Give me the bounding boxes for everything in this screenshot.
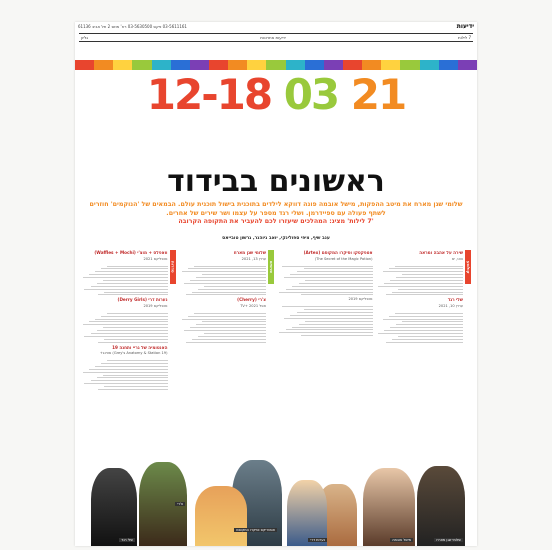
photo-caption: שלומי שגן מארח bbox=[436, 538, 461, 542]
photo-portrait bbox=[363, 468, 415, 546]
item-body: נטפליקס 2019 bbox=[348, 297, 373, 302]
top-info-line bbox=[75, 22, 477, 31]
date-year: 21 bbox=[350, 70, 406, 119]
item-body: ערוץ 13, 2021 bbox=[241, 256, 266, 261]
section-tab: קולנוע bbox=[465, 250, 471, 284]
date-days: 12-18 bbox=[146, 70, 272, 119]
item-title: אטפקסקו וסיקרו המקוסם (Artex) bbox=[303, 250, 373, 255]
item-body: הוט, יס bbox=[451, 256, 463, 261]
publisher-logo: ידיעות bbox=[456, 23, 474, 30]
intro-subtext: '7 לילות' מציג: המהלכים שיעזרו לכם להעביר את התקופה הקרובה bbox=[178, 218, 374, 225]
masthead bbox=[79, 33, 473, 42]
photo-cartoon bbox=[195, 486, 247, 546]
body-text-lines bbox=[81, 360, 168, 390]
item-title: שירה על אהבה ומראה bbox=[419, 250, 463, 255]
color-stripe bbox=[247, 60, 266, 70]
color-stripe bbox=[286, 60, 305, 70]
item-body: נטפליקס 2021 bbox=[143, 256, 168, 261]
date-month: 03 bbox=[283, 70, 339, 119]
color-stripe bbox=[228, 60, 247, 70]
article-column bbox=[81, 250, 176, 428]
color-stripe bbox=[305, 60, 324, 70]
color-stripe bbox=[75, 60, 94, 70]
body-text-lines bbox=[278, 266, 373, 296]
item-body: (Grey's Anatomy & Station 19) סטינג+ bbox=[99, 351, 168, 356]
section-tab: סדרות bbox=[170, 250, 176, 284]
color-stripe bbox=[113, 60, 132, 70]
item-title: שלומי שגן מארח bbox=[233, 250, 266, 255]
color-stripe bbox=[152, 60, 171, 70]
article-column bbox=[180, 250, 275, 428]
body-text-lines bbox=[377, 313, 464, 343]
color-stripe bbox=[190, 60, 209, 70]
body-text-lines bbox=[81, 313, 168, 343]
photo-rabbi bbox=[91, 468, 137, 546]
color-stripe bbox=[400, 60, 419, 70]
item-body: נטפליקס 2019 bbox=[143, 303, 168, 308]
paper-name: ידיעות אחרונות bbox=[260, 35, 286, 40]
color-stripe bbox=[362, 60, 381, 70]
item-body: ערוץ 10, 2021 bbox=[438, 303, 463, 308]
color-stripe bbox=[209, 60, 228, 70]
color-stripe bbox=[132, 60, 151, 70]
color-stripe bbox=[420, 60, 439, 70]
section-name: 7 לילות bbox=[458, 35, 471, 40]
author-credits: ענב שיף, ציפי ספולינקי, יואב גיוהנר, גרשון טובייאס bbox=[222, 236, 330, 241]
article-column bbox=[377, 250, 472, 428]
photo-girl bbox=[287, 480, 327, 546]
color-stripe bbox=[324, 60, 343, 70]
intro-text: שלומי שגן מארח את מיטב ההפקות, מישל אובמה פונה דווקא לילדים בתוכנית בישול תוכנית עולם. הבמאים של 'הנוקמים' חוזרים לשתף פעולה עם ספיידרמן. ושלי רגד מספר על עצמו ושר שירים של אחרים. bbox=[89, 201, 463, 217]
body-text-lines bbox=[377, 266, 464, 296]
body-text-lines bbox=[81, 266, 168, 296]
article-column bbox=[278, 250, 373, 428]
headline: ראשונים בבידוד bbox=[167, 164, 385, 199]
color-stripe bbox=[381, 60, 400, 70]
contact-line: 03-5611161 פקס 03-5630500 רח' מוזס 2 תל אביב 61136 bbox=[78, 24, 187, 29]
date-banner bbox=[75, 70, 477, 120]
item-title: נערות דרי (Derry Girls) bbox=[117, 297, 168, 303]
item-body: אפל TV+ 2021 bbox=[240, 303, 266, 308]
photo-strip bbox=[75, 452, 477, 546]
photo-presenter bbox=[417, 466, 465, 546]
body-text-lines bbox=[180, 313, 267, 343]
color-stripe bbox=[439, 60, 458, 70]
photo-caption: צ'רי bbox=[177, 502, 183, 506]
article-columns bbox=[81, 250, 471, 428]
item-body: (The Secret of the Magic Potion) bbox=[314, 256, 373, 261]
photo-caption: אסטריקס וסיקרו המקוסם bbox=[236, 528, 275, 532]
item-title: האנטומיה של גריי ותחנה 19 bbox=[112, 344, 168, 350]
body-text-lines bbox=[180, 266, 267, 296]
color-stripe bbox=[171, 60, 190, 70]
color-stripe bbox=[94, 60, 113, 70]
color-stripe bbox=[343, 60, 362, 70]
photo-caption: מישל אובמה bbox=[392, 538, 411, 542]
item-title: שלי רגד bbox=[447, 297, 463, 303]
item-title: וואפלס + מוצ'י (Waffles + Mochi) bbox=[94, 250, 168, 255]
item-title: צ'רי (Cherry) bbox=[237, 297, 266, 303]
color-stripe bbox=[458, 60, 477, 70]
newspaper-page bbox=[75, 22, 477, 546]
section-tab: סרטים bbox=[268, 250, 274, 284]
body-text-lines bbox=[278, 306, 373, 336]
photo-caption: נערות דרי bbox=[310, 538, 325, 542]
photo-caption: שלי רגד bbox=[121, 538, 133, 542]
issue-info: גליון bbox=[81, 35, 88, 40]
color-stripe bbox=[266, 60, 285, 70]
color-stripes bbox=[75, 60, 477, 70]
